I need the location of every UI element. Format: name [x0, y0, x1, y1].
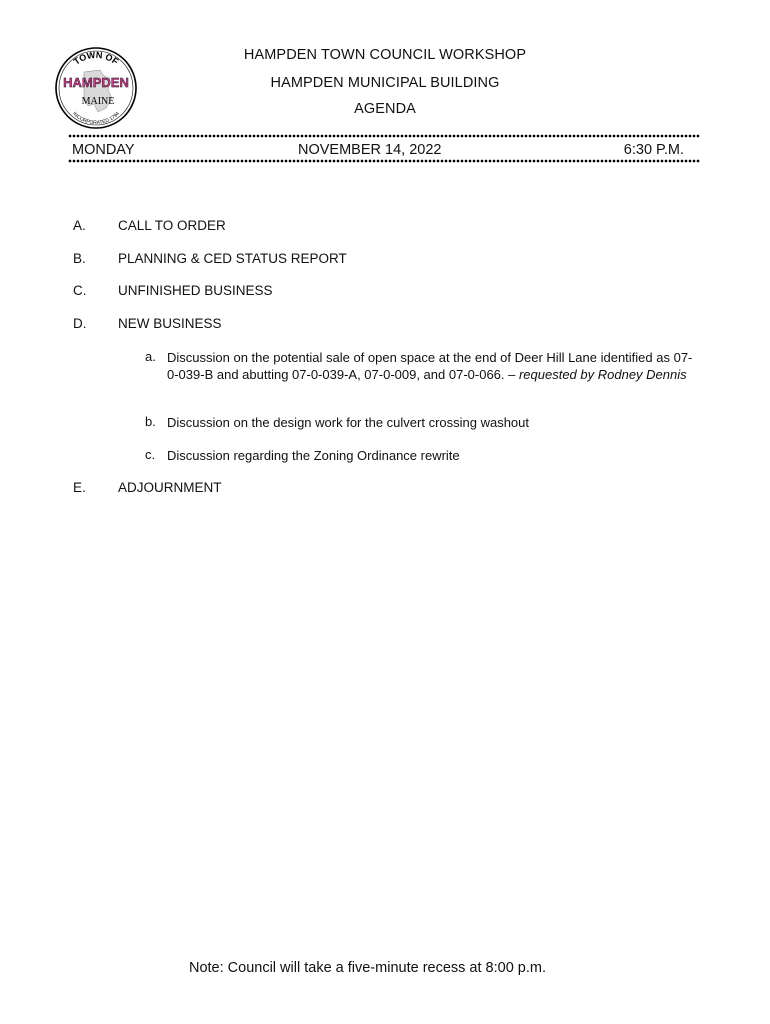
- sub-item-text: Discussion on the potential sale of open space at the end of Deer Hill Lane identified as 07-0-039-B and abutting 07-0-039-A, 07-0-009, and 07-0-066. –: [167, 350, 693, 382]
- header-agenda: AGENDA: [354, 101, 416, 117]
- seal-state: MAINE: [81, 96, 115, 107]
- sub-item-zoning-rewrite: Discussion regarding the Zoning Ordinance rewrite: [167, 448, 460, 463]
- agenda-letter: B.: [73, 251, 86, 266]
- meeting-day: MONDAY: [72, 142, 135, 158]
- meeting-time: 6:30 P.M.: [623, 142, 684, 158]
- agenda-letter: C.: [73, 283, 87, 298]
- sub-item-open-space-sale: [167, 349, 697, 383]
- agenda-letter: D.: [73, 316, 87, 331]
- recess-note: Note: Council will take a five-minute recess at 8:00 p.m.: [188, 960, 546, 976]
- agenda-item-new-business: NEW BUSINESS: [118, 316, 222, 331]
- bottom-dotted-rule: [68, 159, 700, 163]
- agenda-item-adjournment: ADJOURNMENT: [118, 480, 222, 495]
- sub-item-letter: a.: [145, 349, 156, 364]
- seal-bottom-text: INCORPORATED 1794: [71, 110, 121, 127]
- agenda-item-call-to-order: CALL TO ORDER: [118, 218, 226, 233]
- agenda-letter: A.: [73, 218, 86, 233]
- sub-item-letter: b.: [145, 414, 156, 429]
- header-title: HAMPDEN TOWN COUNCIL WORKSHOP: [243, 47, 527, 63]
- agenda-item-unfinished-business: UNFINISHED BUSINESS: [118, 283, 273, 298]
- seal-town-name: HAMPDEN: [63, 75, 129, 90]
- requested-by: requested by Rodney Dennis: [518, 367, 687, 382]
- agenda-letter: E.: [73, 480, 86, 495]
- seal-top-text: TOWN OF: [71, 49, 121, 67]
- top-dotted-rule: [68, 134, 700, 138]
- header-location: HAMPDEN MUNICIPAL BUILDING: [270, 75, 500, 91]
- agenda-item-planning-report: PLANNING & CED STATUS REPORT: [118, 251, 347, 266]
- meeting-date: NOVEMBER 14, 2022: [298, 142, 442, 158]
- sub-item-culvert-design: Discussion on the design work for the culvert crossing washout: [167, 415, 530, 430]
- sub-item-letter: c.: [145, 447, 156, 462]
